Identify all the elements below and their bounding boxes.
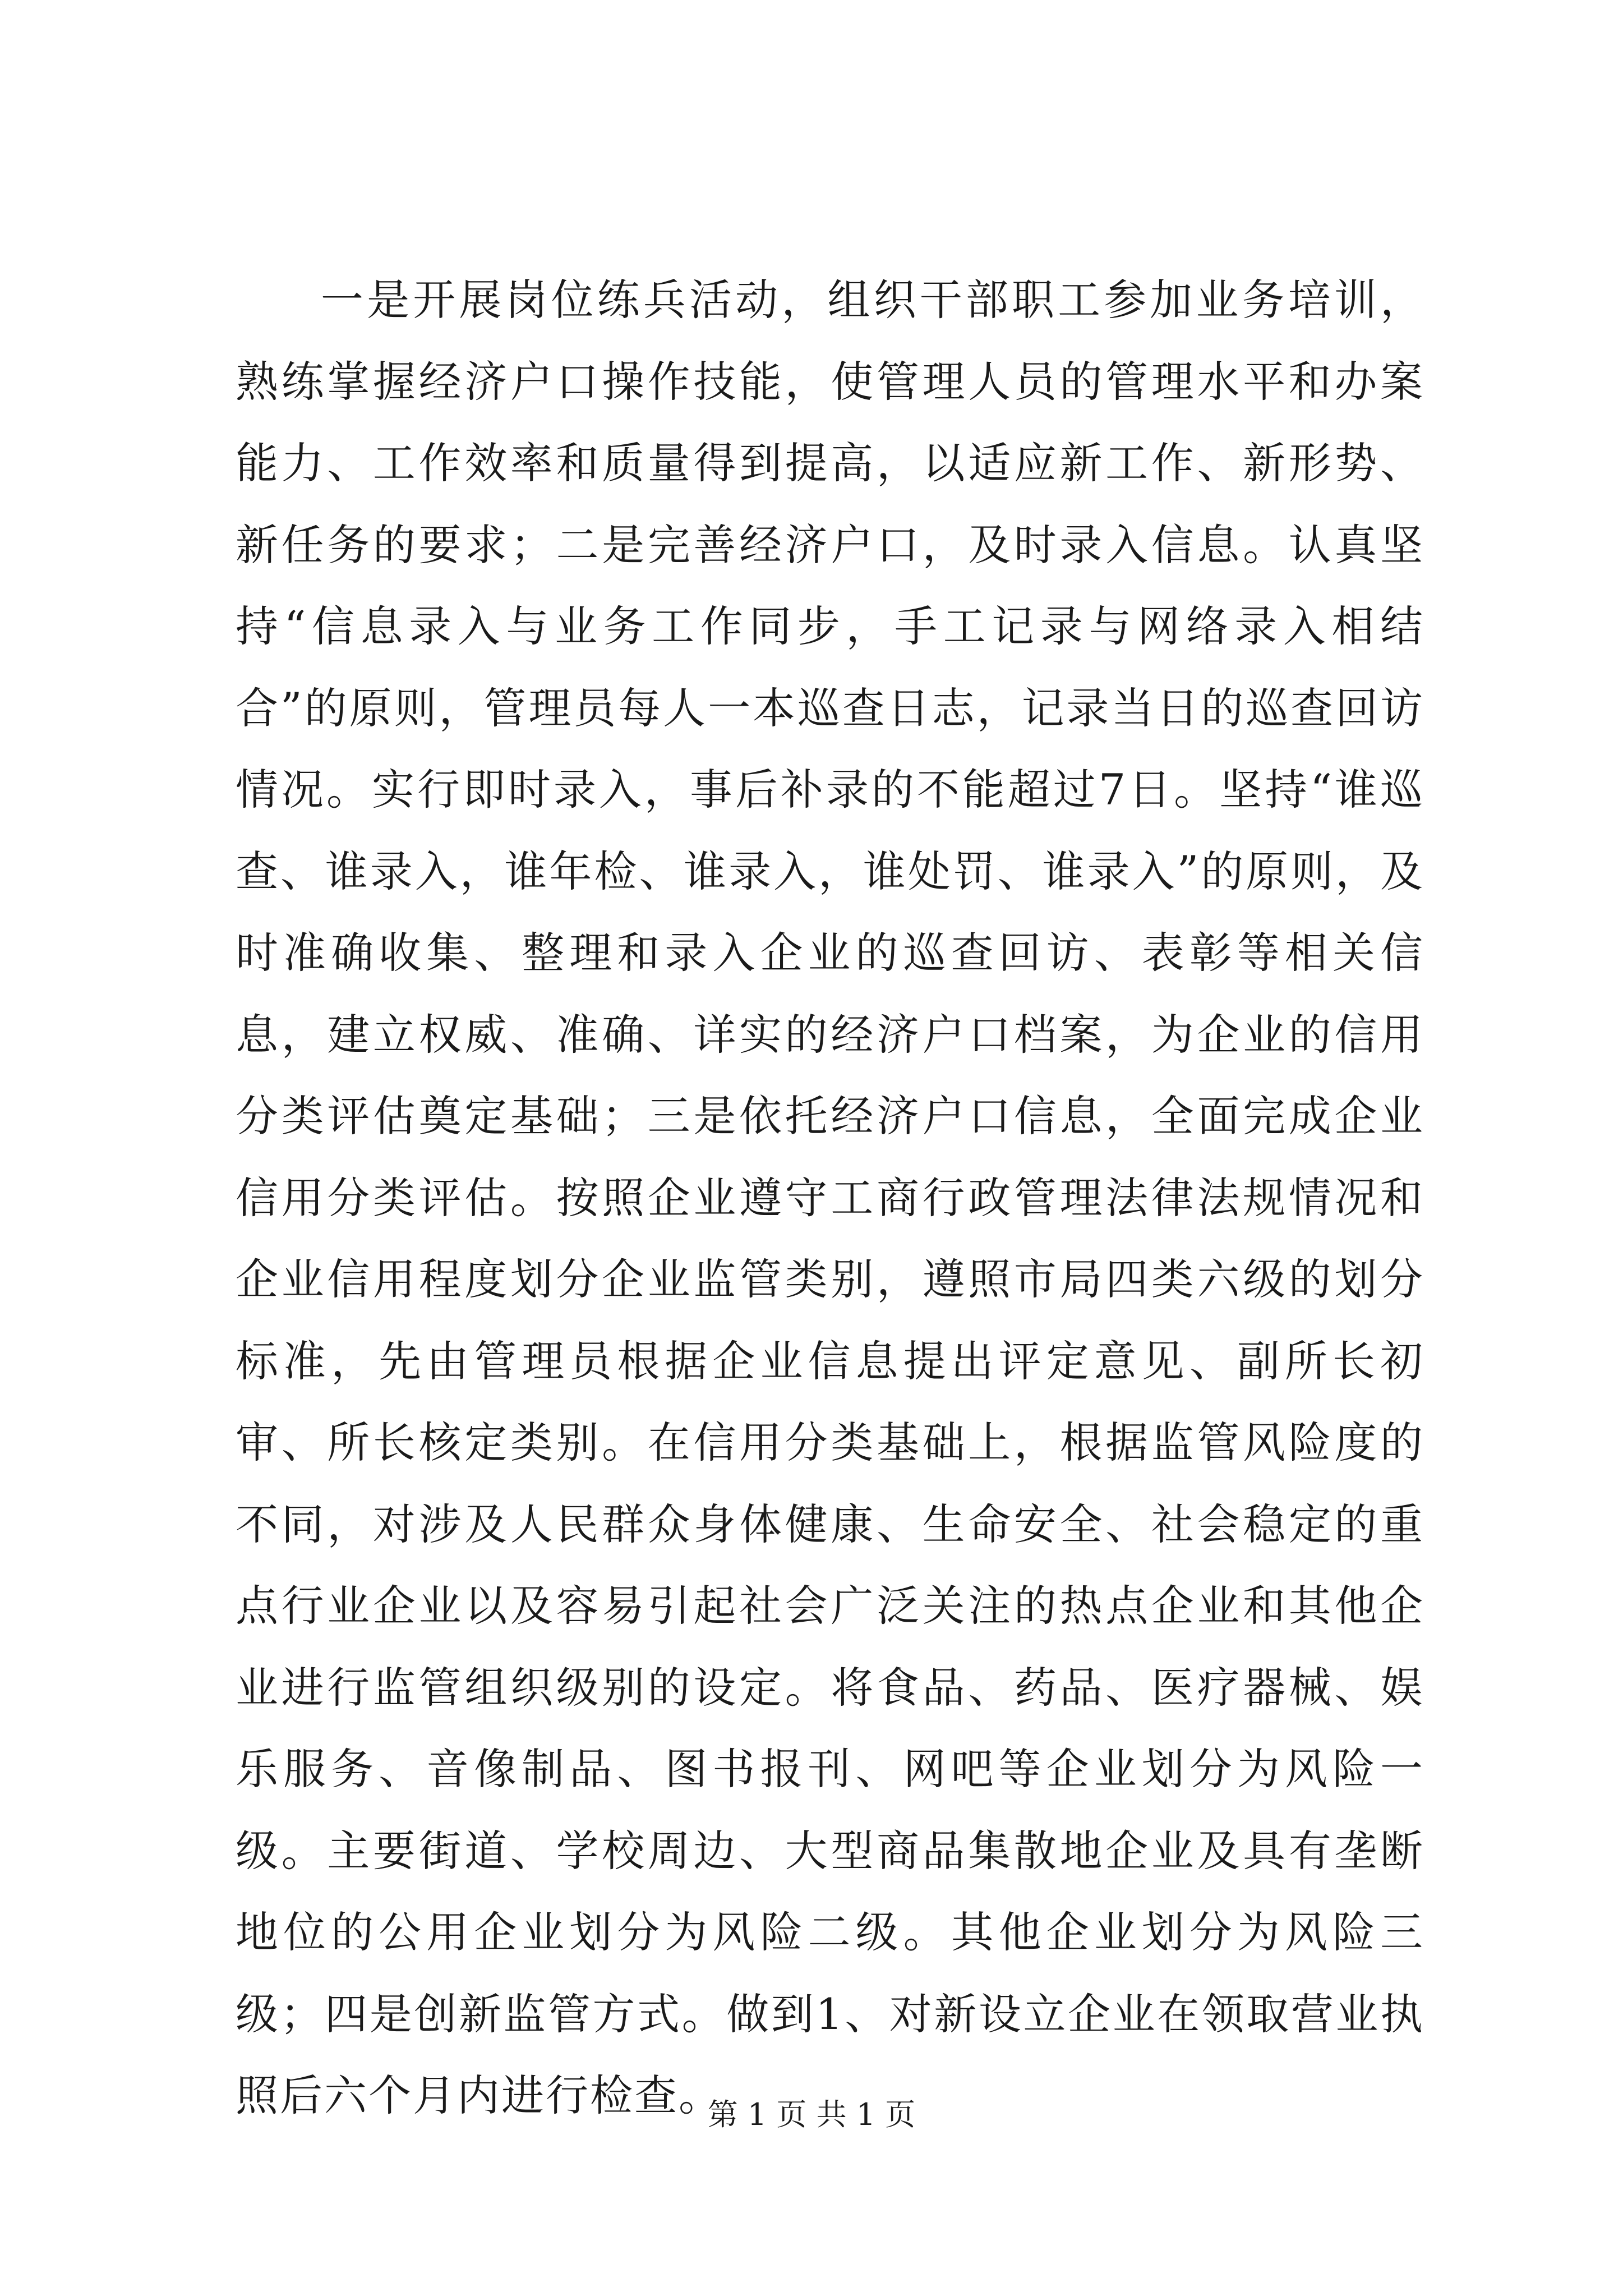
- body-paragraph: 一是开展岗位练兵活动，组织干部职工参加业务培训，熟练掌握经济户口操作技能，使管理人员的管理水平和办案能力、工作效率和质量得到提高，以适应新工作、新形势、新任务的要求；二是完善经济户口，及时录入信息。认真坚持“信息录入与业务工作同步，手工记录与网络录入相结合”的原则，管理员每人一本巡查日志，记录当日的巡查回访情况。实行即时录入，事后补录的不能超过7日。坚持“谁巡查、谁录入，谁年检、谁录入，谁处罚、谁录入”的原则，及时准确收集、整理和录入企业的巡查回访、表彰等相关信息，建立权威、准确、详实的经济户口档案，为企业的信用分类评估奠定基础；三是依托经济户口信息，全面完成企业信用分类评估。按照企业遵守工商行政管理法律法规情况和企业信用程度划分企业监管类别，遵照市局四类六级的划分标准，先由管理员根据企业信息提出评定意见、副所长初审、所长核定类别。在信用分类基础上，根据监管风险度的不同，对涉及人民群众身体健康、生命安全、社会稳定的重点行业企业以及容易引起社会广泛关注的热点企业和其他企业进行监管组织级别的设定。将食品、药品、医疗器械、娱乐服务、音像制品、图书报刊、网吧等企业划分为风险一级。主要街道、学校周边、大型商品集散地企业及具有垄断地位的公用企业划分为风险二级。其他企业划分为风险三级；四是创新监管方式。做到1、对新设立企业在领取营业执照后六个月内进行检查。: [236, 275, 1424, 2120]
- page-footer: 第 1 页 共 1 页: [707, 2097, 916, 2132]
